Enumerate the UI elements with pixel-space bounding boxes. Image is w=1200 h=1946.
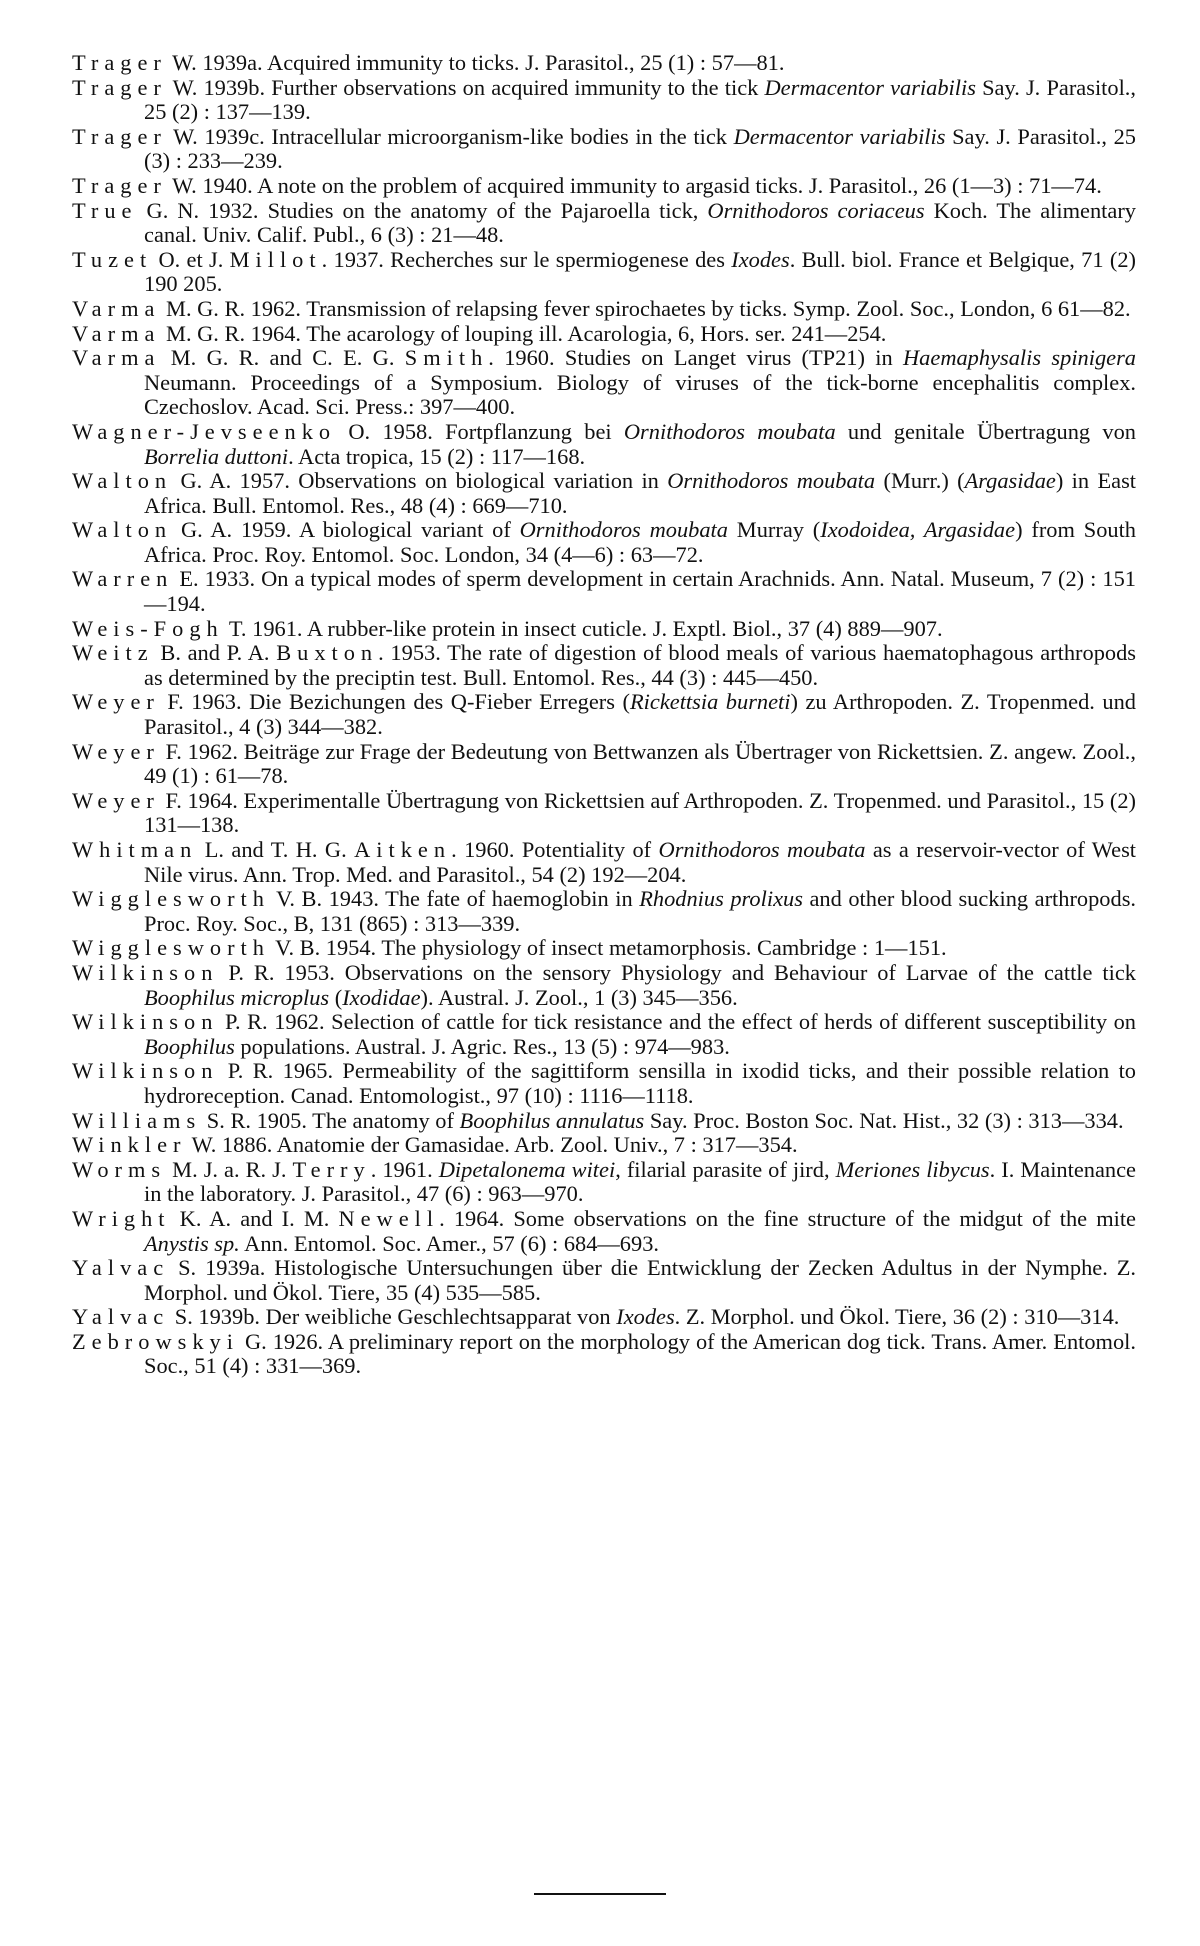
- reference-italic-text: Ornithodoros moubata: [667, 468, 876, 494]
- reference-italic-text: Ixodes: [616, 1304, 675, 1330]
- reference-italic-text: Rickettsia burneti: [629, 689, 791, 715]
- reference-text: Neumann. Proceedings of a Symposium. Biology of viruses of the tick-borne encephalitis complex. Czechoslov. Acad. Sci. Press.: 397—400.: [144, 369, 1136, 420]
- reference-author: Wigglesworth: [72, 886, 270, 912]
- reference-author: Winkler: [72, 1132, 187, 1158]
- reference-entry: [72, 469, 1136, 518]
- reference-coauthor: Millot: [229, 246, 322, 272]
- reference-coauthor: Terry: [292, 1156, 371, 1182]
- reference-italic-text: Rhodnius prolixus: [639, 886, 803, 912]
- reference-text: G. N. 1932. Studies on the anatomy of the Pajaroella tick,: [137, 197, 708, 223]
- reference-entry: [72, 789, 1136, 838]
- reference-text: G. A. 1957. Observations on biological variation in: [172, 468, 668, 494]
- reference-entry: [72, 1330, 1136, 1379]
- reference-text: G. 1926. A preliminary report on the morphology of the American dog tick. Trans. Amer. Entomol. Soc., 51 (4) : 331—369.: [144, 1328, 1136, 1379]
- reference-entry: [72, 199, 1136, 248]
- reference-author: True: [72, 197, 138, 223]
- reference-author: Warren: [72, 566, 174, 592]
- reference-entry: [72, 740, 1136, 789]
- reference-text: . 1937. Recherches sur le spermiogenese des: [321, 246, 732, 272]
- reference-entry: [72, 125, 1136, 174]
- reference-text: S. R. 1905. The anatomy of: [201, 1107, 460, 1133]
- reference-author: Walton: [72, 468, 173, 494]
- reference-author: Trager: [72, 172, 167, 198]
- reference-coauthor: Aitken: [354, 837, 452, 862]
- reference-author: Varma: [72, 345, 161, 371]
- end-rule: [534, 1893, 666, 1895]
- reference-text: . I. Maintenance in the laboratory. J. Parasitol., 47 (6) : 963—970.: [144, 1156, 1136, 1207]
- reference-text: O. 1958. Fortpflanzung bei: [336, 418, 624, 444]
- reference-text: . 1964. Some observations on the fine structure of the midgut of the mite: [439, 1205, 1136, 1231]
- reference-entry: [72, 1305, 1136, 1330]
- reference-author: Weis-Fogh: [72, 615, 224, 641]
- reference-italic-text: Borrelia duttoni: [144, 443, 289, 469]
- reference-author: Weitz: [72, 640, 154, 666]
- reference-italic-text: Ixodidae: [342, 984, 421, 1010]
- reference-text: M. G. R. 1964. The acarology of louping ill. Acarologia, 6, Hors. ser. 241—254.: [160, 320, 887, 346]
- reference-text: G. A. 1959. A biological variant of: [172, 517, 520, 543]
- reference-italic-text: Anystis sp.: [144, 1230, 240, 1256]
- reference-entry: [72, 1207, 1136, 1256]
- reference-text: Koch. The alimentary canal. Univ. Calif. Publ., 6 (3) : 21—48.: [144, 197, 1136, 248]
- reference-text: und genitale Übertragung von: [835, 418, 1136, 444]
- reference-text: ) in East Africa. Bull. Entomol. Res., 48 (4) : 669—710.: [144, 468, 1136, 518]
- reference-text: E. 1933. On a typical modes of sperm development in certain Arachnids. Ann. Natal. Museum, 7 (2) : 151—194.: [144, 566, 1136, 617]
- reference-text: W. 1940. A note on the problem of acquired immunity to argasid ticks. J. Parasitol., 26 (1—3) : 71—74.: [166, 172, 1102, 198]
- reference-text: . Z. Morphol. und Ökol. Tiere, 36 (2) : 310—314.: [674, 1304, 1120, 1330]
- reference-text: Ann. Entomol. Soc. Amer., 57 (6) : 684—693.: [239, 1230, 659, 1256]
- reference-author: Varma: [72, 320, 161, 346]
- reference-text: F. 1964. Experimentalle Übertragung von Rickettsien auf Arthropoden. Z. Tropenmed. und Parasitol., 15 (2) 131—138.: [144, 787, 1136, 838]
- reference-text: Say. J. Parasitol., 25 (2) : 137—139.: [144, 74, 1136, 125]
- reference-text: M. G. R. 1962. Transmission of relapsing fever spirochaetes by ticks. Symp. Zool. Soc., London, 6 61—82.: [160, 295, 1131, 321]
- reference-italic-text: Dermacentor variabilis: [764, 74, 976, 100]
- reference-author: Tuzet: [72, 246, 153, 272]
- reference-coauthor: Smith: [404, 345, 489, 371]
- reference-entry: [72, 174, 1136, 199]
- reference-author: Weyer: [72, 738, 160, 764]
- reference-entry: [72, 346, 1136, 420]
- reference-author: Weyer: [72, 689, 160, 715]
- reference-author: Walton: [72, 517, 173, 543]
- reference-author: Whitman: [72, 837, 198, 862]
- reference-text: ) from South Africa. Proc. Roy. Entomol. Soc. London, 34 (4—6) : 63—72.: [144, 517, 1136, 567]
- reference-author: Wigglesworth: [72, 935, 270, 961]
- reference-italic-text: Ornithodoros moubata: [658, 837, 866, 862]
- reference-text: W. 1886. Anatomie der Gamasidae. Arb. Zool. Univ., 7 : 317—354.: [186, 1132, 798, 1158]
- reference-italic-text: Ornithodoros moubata: [519, 517, 728, 543]
- reference-text: F. 1962. Beiträge zur Frage der Bedeutung von Bettwanzen als Übertrager von Rickettsien. Z. angew. Zool., 49 (1) : 61—78.: [144, 738, 1136, 789]
- reference-entry: [72, 1059, 1136, 1108]
- reference-coauthor: Buxton: [276, 640, 379, 666]
- reference-entry: [72, 617, 1136, 642]
- reference-entry: [72, 1109, 1136, 1134]
- reference-entry: [72, 1010, 1136, 1059]
- reference-text: . 1960. Potentiality of: [451, 837, 659, 862]
- reference-entry: [72, 690, 1136, 739]
- reference-entry: [72, 961, 1136, 1010]
- reference-entry: [72, 1133, 1136, 1158]
- reference-text: Murray (: [727, 517, 821, 543]
- reference-text: K. A. and I. M.: [170, 1205, 339, 1231]
- reference-text: ) zu Arthropoden. Z. Tropenmed. und Parasitol., 4 (3) 344—382.: [144, 689, 1137, 740]
- reference-entry: [72, 838, 1136, 887]
- reference-text: T. 1961. A rubber-like protein in insect cuticle. J. Exptl. Biol., 37 (4) 889—907.: [223, 615, 943, 641]
- reference-text: Say. J. Parasitol., 25 (3) : 233—239.: [144, 123, 1137, 174]
- reference-italic-text: Dermacentor variabilis: [733, 123, 946, 149]
- reference-text: W. 1939b. Further observations on acquired immunity to the tick: [166, 74, 765, 100]
- reference-author: Wilkinson: [72, 959, 219, 985]
- reference-entry: [72, 1158, 1136, 1207]
- reference-author: Worms: [72, 1156, 167, 1182]
- reference-entry: [72, 248, 1136, 297]
- reference-text: (: [329, 984, 343, 1010]
- reference-author: Williams: [72, 1107, 202, 1133]
- reference-text: P. R. 1962. Selection of cattle for tick resistance and the effect of herds of different susceptibility on: [218, 1009, 1136, 1035]
- reference-list: [72, 51, 1136, 1379]
- reference-text: ). Austral. J. Zool., 1 (3) 345—356.: [420, 984, 738, 1010]
- reference-author: Wilkinson: [72, 1058, 219, 1084]
- reference-italic-text: Ornithodoros coriaceus: [707, 197, 925, 223]
- reference-italic-text: Haemaphysalis spinigera: [903, 345, 1136, 371]
- reference-text: . 1953. The rate of digestion of blood meals of various haematophagous arthropods as determined by the preciptin test. Bull. Entomol. Res., 44 (3) : 445—450.: [144, 640, 1136, 690]
- reference-italic-text: Boophilus microplus: [144, 984, 330, 1010]
- reference-author: Yalvac: [72, 1255, 170, 1281]
- reference-text: M. G. R. and C. E. G.: [160, 345, 405, 371]
- reference-text: S. 1939a. Histologische Untersuchungen über die Entwicklung der Zecken Adultus in der Nymphe. Z. Morphol. und Ökol. Tiere, 35 (4) 535—585.: [144, 1255, 1136, 1305]
- reference-entry: [72, 567, 1136, 616]
- reference-italic-text: Ixodoidea, Argasidae: [820, 517, 1016, 543]
- reference-text: W. 1939a. Acquired immunity to ticks. J. Parasitol., 25 (1) : 57—81.: [166, 50, 785, 75]
- reference-text: V. B. 1954. The physiology of insect metamorphosis. Cambridge : 1—151.: [269, 935, 947, 961]
- reference-text: L. and T. H. G.: [197, 837, 355, 862]
- reference-text: P. R. 1953. Observations on the sensory Physiology and Behaviour of Larvae of the cattle tick: [218, 959, 1136, 985]
- reference-entry: [72, 322, 1136, 347]
- reference-entry: [72, 1256, 1136, 1305]
- reference-entry: [72, 297, 1136, 322]
- reference-author: Trager: [72, 74, 167, 100]
- reference-italic-text: Ornithodoros moubata: [623, 418, 836, 444]
- reference-text: (Murr.) (: [875, 468, 965, 494]
- reference-coauthor: Newell: [338, 1205, 440, 1231]
- reference-text: S. 1939b. Der weibliche Geschlechtsapparat von: [169, 1304, 617, 1330]
- reference-text: as a reservoir-vector of West Nile virus. Ann. Trop. Med. and Parasitol., 54 (2) 192—204.: [144, 837, 1137, 887]
- reference-text: B. and P. A.: [153, 640, 277, 666]
- reference-text: . 1960. Studies on Langet virus (TP21) in: [488, 345, 904, 371]
- reference-text: , filarial parasite of jird,: [615, 1156, 836, 1182]
- reference-italic-text: Dipetalonema witei: [438, 1156, 616, 1182]
- reference-author: Yalvac: [72, 1304, 170, 1330]
- reference-italic-text: Ixodes: [731, 246, 790, 272]
- reference-entry: [72, 76, 1136, 125]
- reference-text: Say. Proc. Boston Soc. Nat. Hist., 32 (3) : 313—334.: [644, 1107, 1124, 1133]
- reference-author: Zebrowskyi: [72, 1328, 239, 1354]
- reference-italic-text: Boophilus: [144, 1033, 235, 1059]
- reference-author: Wright: [72, 1205, 171, 1231]
- reference-text: and other blood sucking arthropods. Proc. Roy. Soc., B, 131 (865) : 313—339.: [144, 886, 1137, 936]
- reference-entry: [72, 936, 1136, 961]
- reference-entry: [72, 887, 1136, 936]
- reference-text: W. 1939c. Intracellular microorganism-like bodies in the tick: [166, 123, 734, 149]
- reference-text: O. et J.: [152, 246, 230, 272]
- reference-text: . Acta tropica, 15 (2) : 117—168.: [288, 443, 586, 469]
- reference-author: Weyer: [72, 787, 160, 813]
- reference-author: Trager: [72, 123, 167, 149]
- reference-text: V. B. 1943. The fate of haemoglobin in: [269, 886, 640, 912]
- reference-text: populations. Austral. J. Agric. Res., 13 (5) : 974—983.: [234, 1033, 730, 1059]
- reference-italic-text: Boophilus annulatus: [459, 1107, 645, 1133]
- reference-author: Wagner-Jevseenko: [72, 418, 337, 444]
- reference-text: P. R. 1965. Permeability of the sagittiform sensilla in ixodid ticks, and their possible relation to hydroreception. Canad. Entomologist., 97 (10) : 1116—1118.: [144, 1058, 1136, 1108]
- reference-entry: [72, 641, 1136, 690]
- reference-italic-text: Meriones libycus: [835, 1156, 990, 1182]
- reference-author: Varma: [72, 295, 161, 321]
- reference-text: . Bull. biol. France et Belgique, 71 (2) 190 205.: [144, 246, 1136, 297]
- reference-author: Wilkinson: [72, 1009, 219, 1035]
- reference-text: . 1961.: [370, 1156, 439, 1182]
- reference-italic-text: Argasidae: [964, 468, 1056, 494]
- reference-entry: [72, 518, 1136, 567]
- reference-text: F. 1963. Die Bezichungen des Q-Fieber Erregers (: [159, 689, 630, 715]
- reference-entry: [72, 420, 1136, 469]
- reference-author: Trager: [72, 50, 167, 75]
- reference-entry: [72, 51, 1136, 76]
- reference-text: M. J. a. R. J.: [166, 1156, 293, 1182]
